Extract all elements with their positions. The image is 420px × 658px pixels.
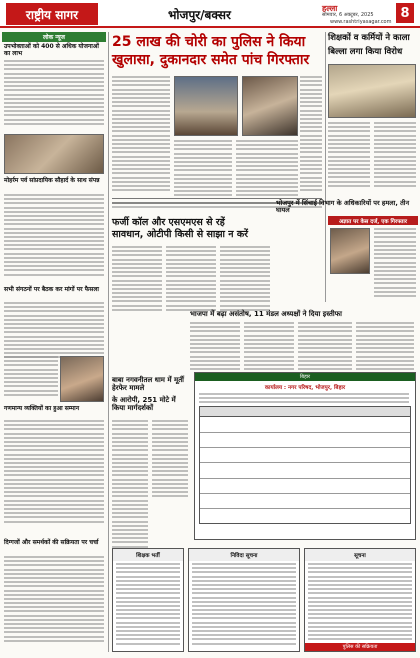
table-row — [200, 448, 410, 463]
left-box-title: लोक न्यूज — [2, 32, 106, 42]
left-photo-1 — [4, 134, 104, 174]
mid-text-col-3 — [220, 246, 270, 313]
lead-photo-accused — [242, 76, 298, 136]
left-photo-2 — [60, 356, 104, 402]
bottom-text-col-2 — [152, 420, 188, 500]
lead-text-col-2 — [174, 140, 232, 199]
table-row — [200, 509, 410, 523]
bottom-headline-line-2: के आरोपी, 251 मोटे में किया मार्गदर्शकों — [112, 396, 176, 413]
lead-text-col-1 — [112, 76, 170, 193]
mid-headline-line-2: सावधान, ओटीपी किसी से साझा न करें — [112, 229, 249, 240]
ad-2-text — [192, 563, 296, 645]
lead-headline-line-1: 25 लाख की चोरी का पुलिस ने किया — [112, 34, 306, 50]
right-mid-text-1 — [374, 228, 416, 299]
lead-photo-officer — [174, 76, 238, 136]
table-row — [200, 479, 410, 494]
mid-headline-line-1: फर्जी कॉल और एसएमएस से रहें — [112, 217, 225, 228]
right-text-col-1 — [328, 122, 370, 189]
notice-title: कार्यालय : नगर परिषद, भोजपुर, बिहार — [264, 385, 346, 391]
left-text-5 — [4, 420, 104, 525]
ad-1-text — [116, 563, 180, 645]
ad-box-2 — [188, 548, 300, 652]
center-strip-text-3 — [298, 322, 352, 372]
column-divider-right — [325, 32, 326, 302]
notice-table-header — [200, 407, 410, 417]
ad-1-title: शिक्षक भर्ती — [113, 549, 183, 561]
web-url[interactable]: www.rashtriyasagar.com — [330, 19, 392, 25]
left-text-1 — [4, 60, 104, 127]
mid-text-col-1 — [112, 246, 162, 313]
left-text-3 — [4, 302, 104, 361]
bottom-headline-line-1: बाबा नगवनीतल धाम में मूर्ती हेरफेर मामले — [112, 376, 184, 393]
left-text-6 — [4, 556, 104, 644]
ad-2-title: निविदा सूचना — [189, 549, 299, 561]
page-header — [0, 0, 420, 28]
table-row — [200, 463, 410, 478]
ad-3-text — [308, 563, 412, 640]
left-headline-5: दिग्गजों और समर्थकों की सक्रियता पर चर्चा — [4, 539, 99, 546]
right-headline-line-1: शिक्षकों व कर्मियों ने काला — [328, 33, 410, 43]
center-strip-text-1 — [190, 322, 240, 372]
table-row — [200, 433, 410, 448]
lead-text-col-3 — [236, 140, 298, 199]
left-text-4 — [4, 356, 58, 398]
left-headline-4: गणमान्य व्यक्तियों का हुआ सम्मान — [4, 405, 80, 412]
right-mid-headline: भोजपुर में सिंचाई विभाग के अधिकारियों पर हमला, तीन घायल — [276, 199, 410, 215]
left-text-2 — [4, 194, 104, 278]
table-row — [200, 417, 410, 432]
tender-notice — [194, 372, 416, 540]
ad-3-title: सूचना — [305, 549, 415, 561]
right-mid-banner: अज्ञात पर केस दर्ज, एक गिरफ्तार — [328, 216, 418, 225]
right-photo-protest — [328, 64, 416, 118]
footer-strip: पुलिस की सक्रियता — [305, 643, 415, 651]
edition-title: भोजपुर/बक्सर — [168, 8, 231, 22]
ad-box-1 — [112, 548, 184, 652]
right-text-col-2 — [374, 122, 416, 189]
center-strip-text-2 — [244, 322, 294, 372]
center-strip-text-4 — [356, 322, 414, 372]
left-headline-2: मोहर्रम पर्व सांप्रदायिक सौहार्द के साथ संपन्न — [4, 177, 100, 184]
center-strip-headline: भाजपा में बढ़ा असंतोष, 11 मंडल अध्यक्षों ने दिया इस्तीफा — [190, 310, 342, 318]
brand-label: हल्ला — [322, 4, 338, 13]
page-number: 8 — [396, 3, 414, 23]
masthead: राष्ट्रीय सागर — [6, 3, 98, 25]
lead-text-col-4 — [300, 76, 322, 193]
ad-box-3 — [304, 548, 416, 652]
notice-header-label: बिहार — [195, 373, 415, 381]
column-divider-left — [108, 32, 109, 652]
dateline: सोमवार, 6 अक्टूबर, 2025 — [322, 12, 374, 18]
left-headline-1: उपभोक्ताओं को 400 से अधिक योजनाओं का लाभ — [4, 43, 99, 57]
notice-intro-text — [199, 393, 409, 403]
lead-headline-line-2: खुलासा, दुकानदार समेत पांच गिरफ्तार — [112, 52, 310, 68]
table-row — [200, 494, 410, 509]
right-headline-line-2: बिल्ला लगा किया विरोध — [328, 47, 403, 57]
notice-table — [199, 406, 411, 524]
left-headline-3: सभी संगठनों पर बैठक कर मांगों पर फैसला — [4, 286, 99, 293]
right-mid-photo — [330, 228, 370, 274]
mid-text-col-2 — [166, 246, 216, 313]
